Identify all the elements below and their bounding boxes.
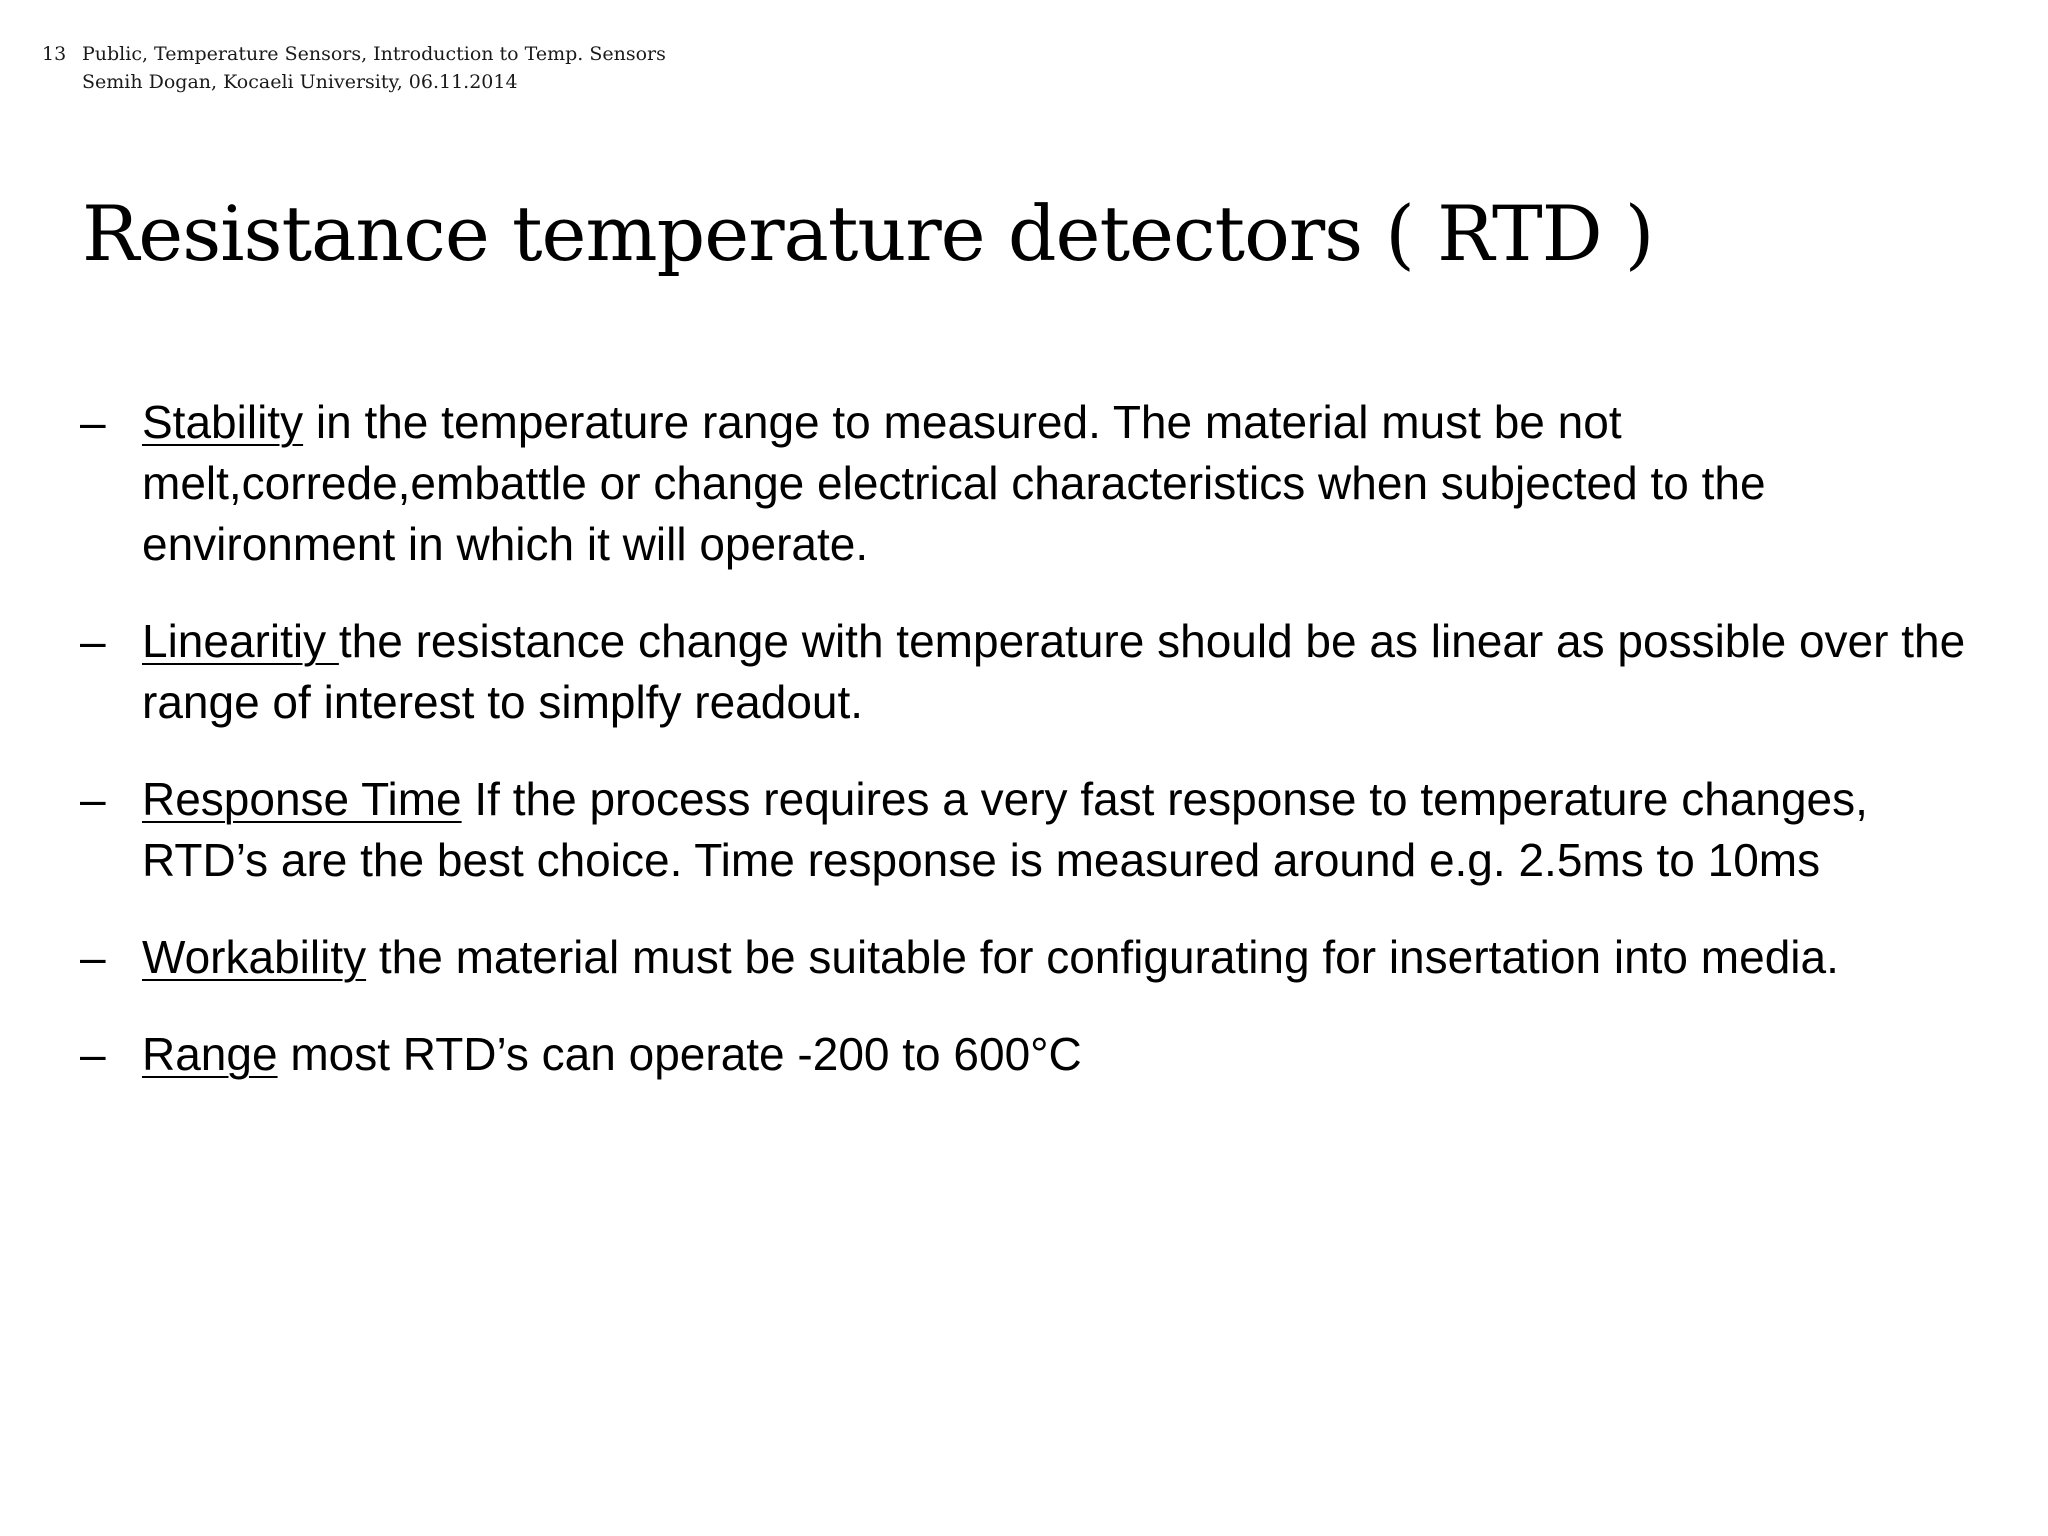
bullet-term: Stability bbox=[142, 396, 304, 448]
header-line-2: Semih Dogan, Kocaeli University, 06.11.2014 bbox=[82, 71, 518, 93]
bullet-body: If the process requires a very fast response to temperature changes, RTD’s are the best choice. Time response is measured around e.g. 2.5ms to 10ms bbox=[142, 773, 1868, 886]
bullet-body: the material must be suitable for configurating for insertation into media. bbox=[366, 931, 1839, 983]
bullet-dash: – bbox=[80, 931, 106, 983]
bullet-text bbox=[142, 769, 2000, 891]
bullet-item-workability bbox=[80, 927, 2000, 988]
bullet-body: most RTD’s can operate -200 to 600°C bbox=[277, 1028, 1082, 1080]
bullet-term: Linearitiy bbox=[142, 615, 339, 667]
bullet-dash: – bbox=[80, 773, 106, 825]
page-title: Resistance temperature detectors ( RTD ) bbox=[82, 189, 1654, 278]
bullet-term: Workability bbox=[142, 931, 367, 983]
bullet-body: in the temperature range to measured. The material must be not melt,correde,embattle or change electrical characteristics when subjected to the environment in which it will operate. bbox=[142, 396, 1766, 570]
bullet-text bbox=[142, 392, 2000, 575]
bullet-dash: – bbox=[80, 396, 106, 448]
header-row-2 bbox=[42, 68, 666, 96]
slide-header bbox=[42, 40, 666, 96]
bullet-list bbox=[80, 392, 2000, 1121]
bullet-body: the resistance change with temperature should be as linear as possible over the range of interest to simplfy readout. bbox=[142, 615, 1966, 728]
bullet-text bbox=[142, 927, 2000, 988]
bullet-term: Range bbox=[142, 1028, 278, 1080]
bullet-item-linearity bbox=[80, 611, 2000, 733]
bullet-item-response-time bbox=[80, 769, 2000, 891]
header-row-1 bbox=[42, 40, 666, 68]
header-line-1: Public, Temperature Sensors, Introduction to Temp. Sensors bbox=[82, 43, 666, 65]
bullet-dash: – bbox=[80, 1028, 106, 1080]
bullet-text bbox=[142, 1024, 2000, 1085]
header-spacer bbox=[42, 68, 82, 96]
bullet-term: Response Time bbox=[142, 773, 462, 825]
bullet-item-range bbox=[80, 1024, 2000, 1085]
bullet-item-stability bbox=[80, 392, 2000, 575]
bullet-text bbox=[142, 611, 2000, 733]
bullet-dash: – bbox=[80, 615, 106, 667]
slide-number: 13 bbox=[42, 43, 67, 65]
